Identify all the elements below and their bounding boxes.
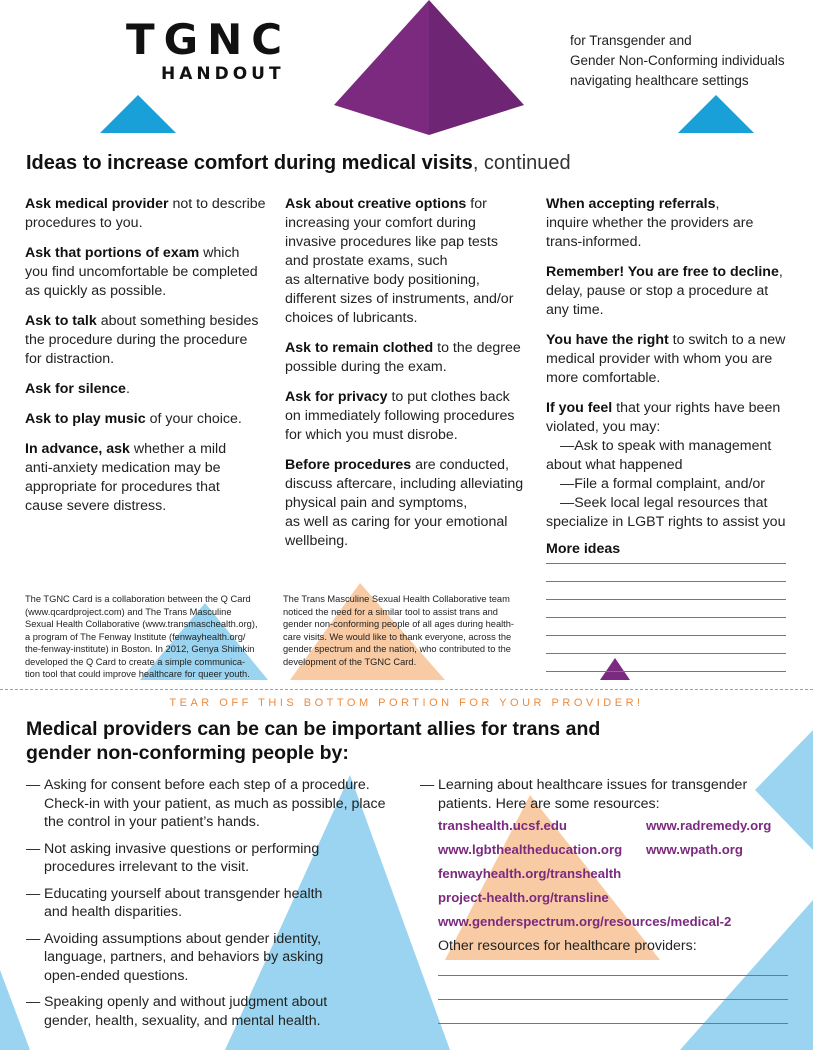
tip-lead: In advance, ask — [25, 441, 130, 457]
blank-line[interactable] — [546, 581, 786, 582]
tip-text: , — [715, 196, 720, 212]
blue-triangle-right — [678, 95, 754, 133]
allies-heading-line: Medical providers can be can be important allies for trans and — [26, 718, 601, 740]
tip-lead: Ask for privacy — [285, 389, 388, 405]
footnote-line: The TGNC Card is a collaboration between the Q Card — [25, 594, 251, 604]
list-text: Asking for consent before each step of a procedure. — [44, 777, 370, 793]
list-item — [26, 885, 406, 922]
tip-text: you find uncomfortable be completed — [25, 264, 258, 280]
resource-link-transhealth[interactable]: transhealth.ucsf.edu — [438, 818, 567, 833]
list-text: procedures irrelevant to the visit. — [44, 859, 250, 875]
tip-paragraph — [25, 440, 275, 516]
tip-lead: Remember! You are free to decline — [546, 264, 779, 280]
tip-text: procedures to you. — [25, 215, 143, 231]
blank-line[interactable] — [546, 563, 786, 564]
tagline-line: navigating healthcare settings — [570, 73, 749, 88]
list-item — [26, 776, 406, 832]
blank-line[interactable] — [546, 671, 786, 672]
list-item — [26, 993, 406, 1030]
allies-list — [26, 776, 406, 1038]
tip-lead: Before procedures — [285, 457, 412, 473]
tip-text: physical pain and symptoms, — [285, 495, 468, 511]
tip-text: as quickly as possible. — [25, 283, 167, 299]
tip-paragraph — [285, 195, 540, 328]
footnote-line: developed the Q Card to create a simple communica- — [25, 656, 246, 667]
tip-paragraph — [546, 195, 808, 252]
footnote-line: Sexual Health Collaborative (www.transmaschealth.org), — [25, 619, 258, 629]
dash-bullet: — — [26, 994, 41, 1010]
tip-paragraph — [285, 388, 540, 445]
tip-paragraph — [546, 263, 808, 320]
list-item — [26, 840, 406, 877]
dash-bullet: — — [26, 777, 41, 793]
list-text: Educating yourself about transgender health — [44, 885, 323, 902]
tip-text: any time. — [546, 302, 604, 318]
tip-lead: Ask to talk — [25, 313, 97, 329]
tip-text: and prostate exams, such — [285, 253, 448, 269]
tip-text: on immediately following procedures — [285, 408, 515, 424]
other-resources-label: Other resources for healthcare providers: — [438, 938, 697, 954]
tip-paragraph — [546, 331, 808, 388]
blank-line[interactable] — [546, 617, 786, 618]
logo-subtitle: HANDOUT — [161, 64, 285, 84]
rights-option: —File a formal complaint, and/or — [560, 476, 766, 492]
tip-text: cause severe distress. — [25, 498, 167, 514]
tip-paragraph — [285, 339, 540, 377]
tip-text: discuss aftercare, including alleviating — [285, 476, 524, 492]
footnote-collaboration — [25, 593, 275, 681]
tip-text: more comfortable. — [546, 370, 661, 386]
tip-text: not to describe — [168, 196, 266, 212]
tip-paragraph — [285, 456, 540, 551]
tip-text: . — [125, 381, 130, 397]
tip-lead: Ask for silence — [25, 381, 126, 397]
more-ideas-label: More ideas — [546, 541, 621, 557]
resource-link-wpath[interactable]: www.wpath.org — [646, 842, 743, 857]
tip-text: delay, pause or stop a procedure at — [546, 283, 769, 299]
purple-triangle-small — [600, 658, 630, 680]
list-item — [26, 930, 406, 986]
tip-text: , — [778, 264, 783, 280]
footnote-line: gender spectrum and the nation, who contributed to the — [283, 644, 511, 654]
tip-text: the procedure during the procedure — [25, 332, 248, 348]
rights-option: about what happened — [546, 457, 683, 473]
tip-lead: Ask to remain clothed — [285, 340, 434, 356]
purple-triangle-left — [334, 0, 429, 135]
tip-text: anti-anxiety medication may be — [25, 460, 221, 476]
blank-line[interactable] — [546, 635, 786, 636]
resource-link-fenwayhealth[interactable]: fenwayhealth.org/transhealth — [438, 866, 622, 881]
tip-lead: When accepting referrals — [546, 196, 716, 212]
section-heading — [26, 152, 571, 175]
footnote-line: (www.qcardproject.com) and The Trans Masculine — [25, 606, 232, 617]
blank-line[interactable] — [438, 999, 788, 1000]
list-text: language, partners, and behaviors by asking — [44, 949, 324, 965]
allies-heading-line: gender non-conforming people by: — [26, 742, 349, 764]
allies-list-resources — [420, 776, 800, 821]
footnote-line: development of the TGNC Card. — [283, 656, 417, 667]
tear-off-label: TEAR OFF THIS BOTTOM PORTION FOR YOUR PROVIDER! — [169, 697, 644, 709]
tip-text: to switch to a new — [668, 332, 786, 348]
section-heading-suffix: , continued — [472, 152, 571, 174]
list-text: patients. Here are some resources: — [438, 795, 660, 812]
blank-line[interactable] — [438, 1023, 788, 1024]
footnote-line: The Trans Masculine Sexual Health Collaborative team — [283, 594, 510, 604]
blank-line[interactable] — [438, 975, 788, 976]
tip-paragraph — [25, 244, 275, 301]
tip-paragraph — [25, 312, 275, 369]
tip-text: for distraction. — [25, 351, 115, 367]
tip-text: to the degree — [433, 340, 521, 356]
tip-text: as well as caring for your emotional — [285, 514, 508, 530]
resource-link-transline[interactable]: project-health.org/transline — [438, 890, 609, 905]
rights-option: —Seek local legal resources that — [560, 495, 768, 511]
tip-text: invasive procedures like pap tests — [285, 234, 498, 250]
tip-text: increasing your comfort during — [285, 215, 476, 231]
tagline-line: for Transgender and — [570, 33, 692, 48]
tip-paragraph — [546, 540, 808, 559]
tip-paragraph — [25, 410, 275, 429]
list-text: gender, health, sexuality, and mental health. — [44, 1012, 321, 1029]
purple-triangle-right — [429, 0, 524, 135]
tip-text: whether a mild — [129, 441, 227, 457]
tip-text: choices of lubricants. — [285, 310, 418, 326]
tip-paragraph — [25, 380, 275, 399]
tip-text: are conducted, — [411, 457, 509, 473]
section-heading-bold: Ideas to increase comfort during medical visits — [26, 152, 473, 174]
tip-text: violated, you may: — [546, 419, 661, 435]
blank-line[interactable] — [546, 599, 786, 600]
list-text: Not asking invasive questions or performing — [44, 840, 320, 857]
list-text: open-ended questions. — [44, 967, 189, 984]
tip-lead: You have the right — [546, 332, 669, 348]
rights-option: specialize in LGBT rights to assist you — [546, 514, 786, 530]
tip-text: which — [199, 245, 240, 261]
tip-text: for which you must disrobe. — [285, 427, 458, 443]
tip-lead: Ask that portions of exam — [25, 245, 200, 261]
tips-column-1 — [25, 195, 275, 527]
tip-text: wellbeing. — [285, 533, 349, 549]
list-text: Learning about healthcare issues for transgender — [438, 777, 748, 793]
footnote-line: care visits. We would like to thank everyone, across the — [283, 631, 512, 642]
tip-paragraph — [25, 195, 275, 233]
footnote-line: a program of The Fenway Institute (fenwayhealth.org/ — [25, 631, 246, 642]
tip-text: that your rights have been — [612, 400, 781, 416]
tip-text: possible during the exam. — [285, 359, 447, 375]
list-text: Speaking openly and without judgment about — [44, 994, 328, 1010]
tips-column-3 — [546, 195, 808, 570]
blue-triangle-left — [100, 95, 176, 133]
footnote-line: noticed the need for a similar tool to assist trans and — [283, 606, 498, 617]
resource-link-radremedy[interactable]: www.radremedy.org — [646, 818, 772, 833]
list-text: and health disparities. — [44, 904, 183, 920]
tear-off-line — [0, 689, 813, 690]
tagline-line: Gender Non-Conforming individuals — [570, 53, 785, 68]
footnote-team — [283, 593, 543, 668]
tip-text: appropriate for procedures that — [25, 479, 220, 495]
tip-text: inquire whether the providers are — [546, 215, 754, 231]
tip-text: to put clothes back — [387, 389, 510, 405]
tip-lead: Ask medical provider — [25, 196, 169, 212]
dash-bullet: — — [26, 930, 41, 947]
list-item — [420, 776, 800, 813]
footnote-line: the-fenway-institute) in Boston. In 2012, Genya Shimkin — [25, 644, 255, 654]
tagline — [570, 31, 810, 91]
tip-text: as alternative body positioning, — [285, 272, 480, 288]
tip-lead: If you feel — [546, 400, 613, 416]
resource-link-lgbthealtheducation[interactable]: www.lgbthealtheducation.org — [438, 842, 623, 857]
list-text: Check-in with your patient, as much as possible, place — [44, 795, 386, 812]
resource-link-genderspectrum[interactable]: www.genderspectrum.org/resources/medical-2 — [438, 914, 732, 929]
allies-heading — [26, 717, 600, 765]
logo-title: TGNC — [126, 15, 292, 64]
footnote-line: tion tool that could improve healthcare for queer youth. — [25, 669, 250, 679]
list-text: Avoiding assumptions about gender identity, — [44, 930, 322, 947]
tip-text: about something besides — [96, 313, 259, 329]
footnote-line: gender non-conforming people of all ages during health- — [283, 619, 515, 629]
tip-text: medical provider with whom you are — [546, 351, 773, 367]
tip-text: for — [466, 196, 487, 212]
tip-text: trans-informed. — [546, 234, 642, 250]
tip-lead: Ask to play music — [25, 411, 146, 427]
rights-option: —Ask to speak with management — [560, 438, 772, 454]
tips-column-2 — [285, 195, 540, 562]
tip-lead: Ask about creative options — [285, 196, 467, 212]
dash-bullet: — — [420, 777, 435, 793]
dash-bullet: — — [26, 840, 41, 857]
tip-paragraph — [546, 399, 808, 532]
blank-line[interactable] — [546, 653, 786, 654]
list-text: the control in your patient’s hands. — [44, 814, 260, 830]
tip-text: different sizes of instruments, and/or — [285, 291, 514, 307]
tip-text: of your choice. — [145, 411, 242, 427]
dash-bullet: — — [26, 885, 41, 902]
